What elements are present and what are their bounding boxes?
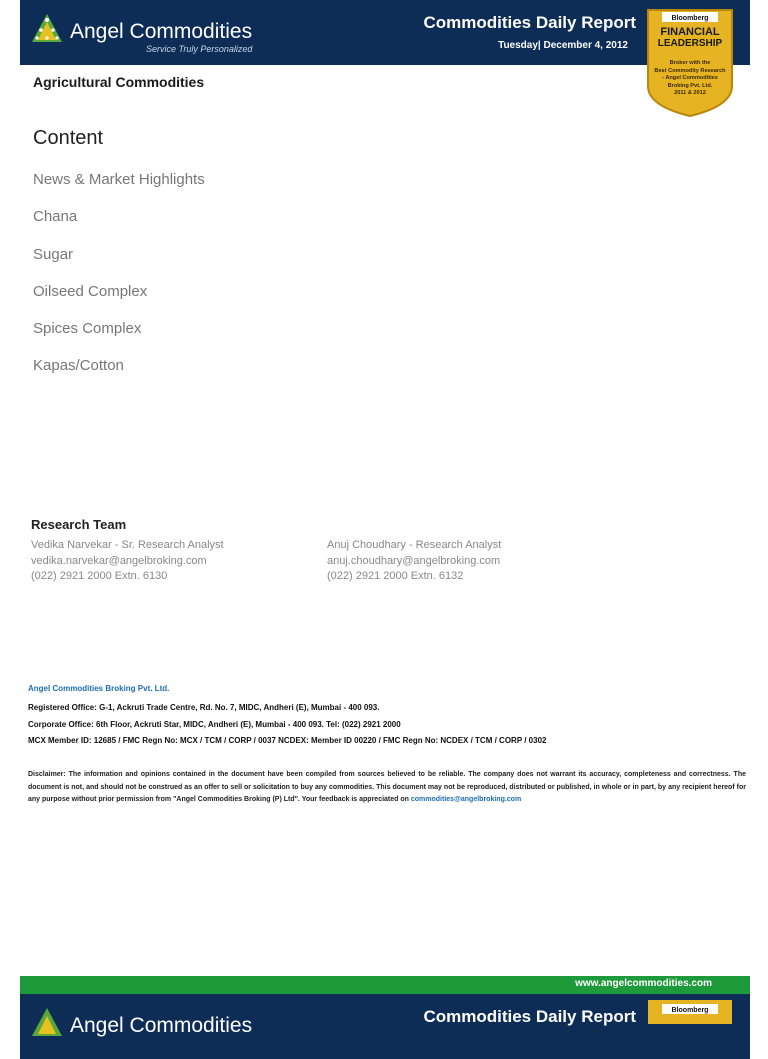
report-date: Tuesday| December 4, 2012 [498, 40, 628, 51]
disclaimer [28, 769, 746, 807]
award-line: Broking Pvt. Ltd. [667, 82, 713, 89]
research-team-heading: Research Team [31, 517, 127, 532]
award-line: 2011 & 2012 [674, 90, 706, 97]
registered-office: Registered Office: G-1, Ackruti Trade Centre, Rd. No. 7, MIDC, Andheri (E), Mumbai - 400 093. [28, 703, 380, 712]
analyst-name: Vedika Narvekar - Sr. Research Analyst [31, 539, 224, 551]
analyst-email[interactable]: anuj.choudhary@angelbroking.com [327, 554, 501, 567]
brand-tagline: Service Truly Personalized [146, 44, 253, 54]
membership-details: MCX Member ID: 12685 / FMC Regn No: MCX / TCM / CORP / 0037 NCDEX: Member ID 00220 / FMC Regn No: NCDEX / TCM / CORP / 0302 [28, 736, 547, 746]
award-line: - Angel Commodities [662, 75, 718, 82]
analyst-email[interactable]: vedika.narvekar@angelbroking.com [31, 554, 207, 567]
award-caption [640, 60, 740, 98]
analyst-card [31, 538, 224, 585]
footer-bar [20, 976, 750, 994]
content-item-spices[interactable]: Spices Complex [33, 320, 142, 338]
award-line: Best Commodity Research [654, 67, 726, 74]
award-bloomberg-label: Bloomberg [671, 15, 709, 22]
angel-logo-icon [30, 12, 64, 44]
content-item-news[interactable]: News & Market Highlights [33, 171, 205, 188]
analyst-card [327, 538, 501, 585]
analyst-phone: (022) 2921 2000 Extn. 6132 [327, 570, 464, 583]
angel-logo-icon [30, 1006, 64, 1038]
award-bloomberg-label: Bloomberg [671, 1007, 709, 1014]
office-details [28, 700, 546, 750]
company-name: Angel Commodities Broking Pvt. Ltd. [28, 684, 170, 693]
disclaimer-text: Disclaimer: The information and opinions contained in the document have been compiled from sources believed to be reliable. The company does not warrant its accuracy, completeness and correctness. The document is not, and should not be construed as an offer to sell or solicitation to buy any commodities. This document may not be reproduced, distributed or published, in whole or in part, by any recipient hereof for any purpose without prior permission from "Angel Commodities Broking (P) Ltd". Your feedback is appreciated on [28, 771, 746, 803]
award-financial-label: FINANCIAL [660, 26, 720, 38]
brand-name: Angel Commodities [70, 20, 253, 43]
award-leadership-label: LEADERSHIP [657, 38, 723, 49]
bloomberg-award-badge [640, 1000, 740, 1024]
section-label: Agricultural Commodities [33, 74, 205, 90]
content-list [33, 170, 205, 394]
report-title: Commodities Daily Report [423, 1007, 636, 1026]
footer-website-link[interactable]: www.angelcommodities.com [575, 978, 712, 989]
content-item-chana[interactable]: Chana [33, 208, 78, 226]
content-item-oilseed[interactable]: Oilseed Complex [33, 282, 148, 300]
analyst-phone: (022) 2921 2000 Extn. 6130 [31, 570, 168, 583]
award-line: Broker with the [669, 60, 711, 66]
content-item-sugar[interactable]: Sugar [33, 245, 74, 263]
content-item-kapas[interactable]: Kapas/Cotton [33, 357, 124, 375]
corporate-office: Corporate Office: 6th Floor, Ackruti Star, MIDC, Andheri (E), Mumbai - 400 093. Tel: (022) 2921 2000 [28, 719, 401, 729]
content-heading: Content [33, 127, 104, 149]
report-title: Commodities Daily Report [423, 13, 636, 32]
analyst-name: Anuj Choudhary - Research Analyst [327, 539, 502, 551]
feedback-email-link[interactable]: commodities@angelbroking.com [410, 796, 522, 803]
brand-name: Angel Commodities [70, 1014, 253, 1037]
